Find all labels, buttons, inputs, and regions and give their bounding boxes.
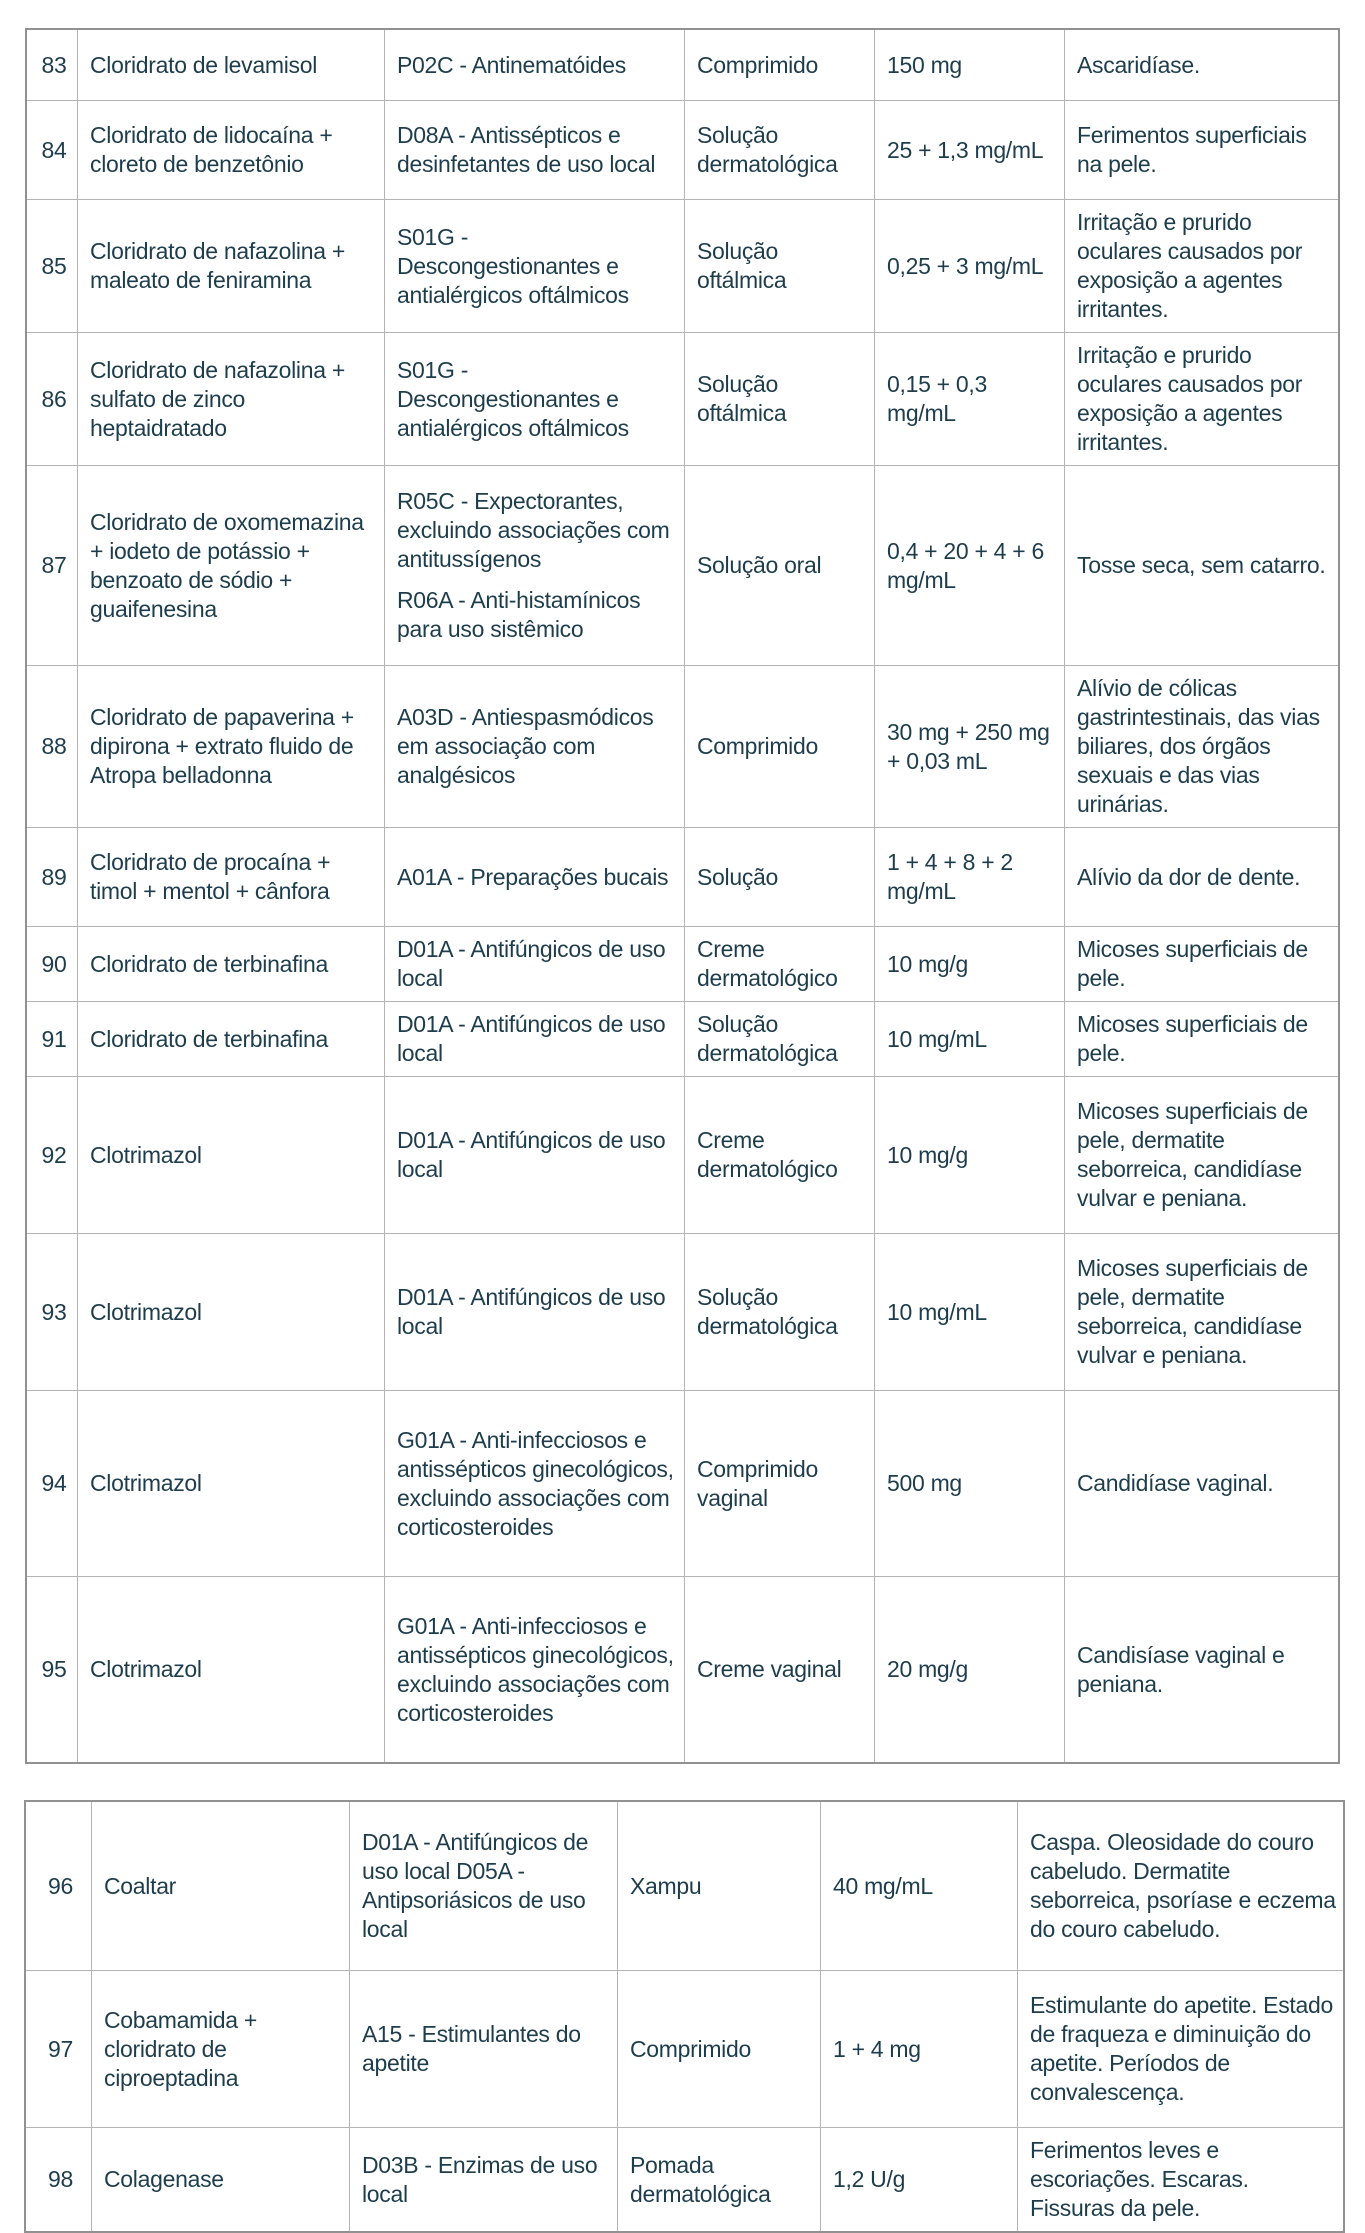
atc-code-text: D01A - Antifúngicos de uso local D05A - Antipsoriásicos de uso local xyxy=(362,1829,589,1942)
drug-name-cell-text: Colagenase xyxy=(104,2166,224,2192)
number-cell xyxy=(27,101,77,199)
dosage-cell xyxy=(874,200,1064,332)
dosage-cell xyxy=(874,666,1064,827)
atc-class-cell xyxy=(384,333,684,465)
pharmaceutical-form-cell xyxy=(617,2128,820,2231)
number-cell-text: 86 xyxy=(41,385,67,412)
atc-class-cell xyxy=(384,101,684,199)
dosage-cell xyxy=(874,30,1064,100)
indication-cell xyxy=(1064,828,1342,926)
number-cell-text: 96 xyxy=(48,1872,73,1899)
dosage-cell-text: 40 mg/mL xyxy=(833,1872,933,1899)
pharmaceutical-form-cell-text: Solução xyxy=(697,863,779,890)
indication-cell-text: Alívio da dor de dente. xyxy=(1077,863,1301,890)
pharmaceutical-form-cell-text: Solução dermatológica xyxy=(697,122,838,177)
drug-name-cell-text: Cloridrato de terbinafina xyxy=(90,1025,328,1052)
atc-code-text: A03D - Antiespasmódicos em associação com analgésicos xyxy=(397,704,654,788)
number-cell-text: 85 xyxy=(41,252,67,279)
table-row xyxy=(27,827,1338,926)
atc-code-text: G01A - Anti-infecciosos e antissépticos ginecológicos, excluindo associações com corticosteroides xyxy=(397,1612,674,1726)
pharmaceutical-form-cell-text: Solução oral xyxy=(697,552,822,578)
drug-name-cell xyxy=(77,1234,384,1390)
drug-name-cell-text: Cobamamida + cloridrato de ciproeptadina xyxy=(104,2006,258,2091)
number-cell xyxy=(27,200,77,332)
number-cell-text: 95 xyxy=(41,1656,67,1682)
drug-name-cell-text: Cloridrato de terbinafina xyxy=(90,950,328,977)
dosage-cell-text: 10 mg/g xyxy=(887,950,969,977)
pharmaceutical-form-cell xyxy=(684,30,874,100)
indication-cell xyxy=(1064,200,1342,332)
number-cell xyxy=(27,1002,77,1076)
dosage-cell xyxy=(874,333,1064,465)
atc-class-cell xyxy=(384,200,684,332)
indication-cell-text: Micoses superficiais de pele. xyxy=(1077,936,1308,991)
drug-name-cell-text: Cloridrato de papaverina + dipirona + extrato fluido de Atropa belladonna xyxy=(90,704,354,788)
drug-name-cell xyxy=(77,466,384,665)
pharmaceutical-form-cell xyxy=(684,1577,874,1762)
indication-cell xyxy=(1064,30,1342,100)
number-cell xyxy=(27,828,77,926)
pharmaceutical-form-cell-text: Creme dermatológico xyxy=(697,936,838,991)
atc-class-cell xyxy=(384,1002,684,1076)
indication-cell xyxy=(1064,666,1342,827)
dosage-cell xyxy=(874,101,1064,199)
pharmaceutical-form-cell-text: Comprimido xyxy=(697,733,818,759)
indication-cell xyxy=(1064,1577,1342,1762)
indication-cell-text: Ascaridíase. xyxy=(1077,51,1200,78)
medicines-table-83-95 xyxy=(25,28,1340,1764)
dosage-cell-text: 0,25 + 3 mg/mL xyxy=(887,252,1044,279)
atc-code-text: D01A - Antifúngicos de uso local xyxy=(397,1284,666,1339)
atc-code-text: S01G - Descongestionantes e antialérgicos oftálmicos xyxy=(397,223,629,308)
atc-code-text: R05C - Expectorantes, excluindo associações com antitussígenos xyxy=(397,488,670,572)
table-row xyxy=(26,1802,1343,1970)
indication-cell-text: Candisíase vaginal e peniana. xyxy=(1077,1641,1285,1697)
dosage-cell xyxy=(820,1971,1017,2127)
atc-class-cell xyxy=(384,927,684,1001)
indication-cell xyxy=(1017,1971,1347,2127)
atc-code-text: D01A - Antifúngicos de uso local xyxy=(397,936,666,991)
indication-cell-text: Irritação e prurido oculares causados por exposição a agentes irritantes. xyxy=(1077,342,1303,455)
atc-code-text: G01A - Anti-infecciosos e antissépticos ginecológicos, excluindo associações com corticosteroides xyxy=(397,1426,674,1540)
number-cell xyxy=(27,466,77,665)
drug-name-cell-text: Cloridrato de levamisol xyxy=(90,51,318,78)
number-cell-text: 97 xyxy=(48,2035,73,2062)
dosage-cell-text: 10 mg/g xyxy=(887,1141,969,1168)
drug-name-cell-text: Cloridrato de nafazolina + sulfato de zinco heptaidratado xyxy=(90,356,345,441)
dosage-cell xyxy=(874,1002,1064,1076)
table-row xyxy=(27,332,1338,465)
indication-cell-text: Ferimentos leves e escoriações. Escaras. Fissuras da pele. xyxy=(1030,2137,1249,2221)
indication-cell-text: Estimulante do apetite. Estado de fraqueza e diminuição do apetite. Períodos de convalescença. xyxy=(1030,1992,1333,2105)
indication-cell xyxy=(1017,2128,1347,2231)
atc-code-text: S01G - Descongestionantes e antialérgicos oftálmicos xyxy=(397,356,629,441)
drug-name-cell-text: Clotrimazol xyxy=(90,1656,202,1682)
atc-code-text: D01A - Antifúngicos de uso local xyxy=(397,1127,666,1182)
drug-name-cell xyxy=(77,333,384,465)
drug-name-cell-text: Clotrimazol xyxy=(90,1141,202,1168)
table-row xyxy=(27,100,1338,199)
number-cell xyxy=(27,1577,77,1762)
dosage-cell xyxy=(874,1234,1064,1390)
pharmaceutical-form-cell-text: Solução oftálmica xyxy=(697,371,787,426)
drug-name-cell xyxy=(91,1971,349,2127)
drug-name-cell-text: Clotrimazol xyxy=(90,1298,202,1325)
indication-cell xyxy=(1064,1234,1342,1390)
atc-code-text: D08A - Antissépticos e desinfetantes de uso local xyxy=(397,122,656,177)
pharmaceutical-form-cell xyxy=(684,466,874,665)
number-cell-text: 93 xyxy=(41,1298,67,1325)
number-cell-text: 87 xyxy=(41,552,67,578)
dosage-cell-text: 1,2 U/g xyxy=(833,2166,906,2192)
dosage-cell xyxy=(820,2128,1017,2231)
pharmaceutical-form-cell xyxy=(617,1802,820,1970)
atc-class-cell xyxy=(384,1577,684,1762)
indication-cell-text: Caspa. Oleosidade do couro cabeludo. Dermatite seborreica, psoríase e eczema do couro cabeludo. xyxy=(1030,1829,1336,1942)
atc-class-cell xyxy=(349,2128,617,2231)
table-row xyxy=(27,199,1338,332)
pharmaceutical-form-cell xyxy=(684,927,874,1001)
atc-code-text: R06A - Anti-histamínicos para uso sistêmico xyxy=(397,587,641,642)
pharmaceutical-form-cell-text: Creme dermatológico xyxy=(697,1127,838,1182)
pharmaceutical-form-cell-text: Solução dermatológica xyxy=(697,1284,838,1339)
atc-class-cell xyxy=(384,30,684,100)
number-cell xyxy=(27,1077,77,1233)
indication-cell-text: Alívio de cólicas gastrintestinais, das vias biliares, dos órgãos sexuais e das vias urinárias. xyxy=(1077,675,1320,817)
number-cell xyxy=(27,333,77,465)
indication-cell-text: Micoses superficiais de pele, dermatite seborreica, candidíase vulvar e peniana. xyxy=(1077,1098,1308,1211)
drug-name-cell xyxy=(91,1802,349,1970)
dosage-cell-text: 500 mg xyxy=(887,1470,962,1496)
pharmaceutical-form-cell-text: Creme vaginal xyxy=(697,1656,842,1682)
indication-cell-text: Ferimentos superficiais na pele. xyxy=(1077,122,1307,177)
table-row xyxy=(27,1076,1338,1233)
atc-code-text: A15 - Estimulantes do apetite xyxy=(362,2021,581,2076)
pharmaceutical-form-cell xyxy=(684,1391,874,1576)
pharmaceutical-form-cell-text: Comprimido vaginal xyxy=(697,1455,818,1511)
drug-name-cell xyxy=(77,101,384,199)
drug-name-cell xyxy=(77,666,384,827)
number-cell xyxy=(27,1391,77,1576)
pharmaceutical-form-cell xyxy=(684,200,874,332)
dosage-cell xyxy=(820,1802,1017,1970)
number-cell-text: 92 xyxy=(41,1141,67,1168)
pharmaceutical-form-cell xyxy=(684,1077,874,1233)
pharmaceutical-form-cell xyxy=(684,333,874,465)
medicines-table-96-98 xyxy=(24,1800,1345,2233)
drug-name-cell-text: Coaltar xyxy=(104,1872,177,1899)
atc-code-text: D01A - Antifúngicos de uso local xyxy=(397,1011,666,1066)
number-cell-text: 84 xyxy=(41,136,67,163)
indication-cell xyxy=(1064,466,1342,665)
atc-code-text: A01A - Preparações bucais xyxy=(397,863,669,890)
table-row xyxy=(27,1576,1338,1762)
indication-cell-text: Micoses superficiais de pele, dermatite seborreica, candidíase vulvar e peniana. xyxy=(1077,1255,1308,1368)
indication-cell-text: Tosse seca, sem catarro. xyxy=(1077,552,1326,578)
number-cell xyxy=(26,1802,91,1970)
dosage-cell xyxy=(874,1391,1064,1576)
dosage-cell xyxy=(874,828,1064,926)
atc-class-cell xyxy=(349,1971,617,2127)
number-cell-text: 89 xyxy=(41,863,67,890)
indication-cell xyxy=(1064,1002,1342,1076)
drug-name-cell xyxy=(91,2128,349,2231)
atc-class-cell xyxy=(384,1077,684,1233)
dosage-cell xyxy=(874,927,1064,1001)
drug-name-cell xyxy=(77,200,384,332)
dosage-cell-text: 0,4 + 20 + 4 + 6 mg/mL xyxy=(887,537,1044,593)
dosage-cell-text: 20 mg/g xyxy=(887,1656,969,1682)
number-cell-text: 83 xyxy=(41,51,67,78)
atc-code-text: D03B - Enzimas de uso local xyxy=(362,2151,598,2207)
indication-cell xyxy=(1017,1802,1347,1970)
indication-cell-text: Candidíase vaginal. xyxy=(1077,1470,1274,1496)
pharmaceutical-form-cell xyxy=(684,1234,874,1390)
table-row xyxy=(26,1970,1343,2127)
atc-class-cell xyxy=(349,1802,617,1970)
number-cell-text: 88 xyxy=(41,733,67,759)
atc-code-text: P02C - Antinematóides xyxy=(397,51,626,78)
table-row xyxy=(27,665,1338,827)
atc-class-cell xyxy=(384,828,684,926)
pharmaceutical-form-cell xyxy=(684,666,874,827)
table-row xyxy=(27,465,1338,665)
table-row xyxy=(27,1233,1338,1390)
table-row xyxy=(27,926,1338,1001)
indication-cell-text: Irritação e prurido oculares causados por exposição a agentes irritantes. xyxy=(1077,209,1303,322)
atc-class-cell xyxy=(384,1391,684,1576)
drug-name-cell-text: Cloridrato de procaína + timol + mentol + cânfora xyxy=(90,849,331,904)
dosage-cell-text: 30 mg + 250 mg + 0,03 mL xyxy=(887,718,1050,774)
table-row xyxy=(27,30,1338,100)
atc-class-cell xyxy=(384,666,684,827)
drug-name-cell-text: Cloridrato de oxomemazina + iodeto de potássio + benzoato de sódio + guaifenesina xyxy=(90,508,364,622)
pharmaceutical-form-cell-text: Solução dermatológica xyxy=(697,1011,838,1066)
indication-cell xyxy=(1064,927,1342,1001)
indication-cell xyxy=(1064,333,1342,465)
drug-name-cell xyxy=(77,1077,384,1233)
number-cell xyxy=(27,1234,77,1390)
drug-name-cell xyxy=(77,30,384,100)
pharmaceutical-form-cell-text: Comprimido xyxy=(630,2035,751,2062)
number-cell xyxy=(27,30,77,100)
number-cell-text: 91 xyxy=(41,1025,67,1052)
pharmaceutical-form-cell-text: Pomada dermatológica xyxy=(630,2151,771,2207)
atc-class-cell xyxy=(384,1234,684,1390)
indication-cell xyxy=(1064,1077,1342,1233)
number-cell-text: 98 xyxy=(48,2166,73,2192)
number-cell xyxy=(26,2128,91,2231)
number-cell-text: 90 xyxy=(41,950,67,977)
drug-name-cell xyxy=(77,927,384,1001)
pharmaceutical-form-cell xyxy=(617,1971,820,2127)
dosage-cell-text: 10 mg/mL xyxy=(887,1298,987,1325)
number-cell xyxy=(27,666,77,827)
drug-name-cell xyxy=(77,1577,384,1762)
number-cell xyxy=(27,927,77,1001)
indication-cell xyxy=(1064,101,1342,199)
pharmaceutical-form-cell xyxy=(684,101,874,199)
table-row xyxy=(27,1001,1338,1076)
number-cell xyxy=(26,1971,91,2127)
dosage-cell-text: 0,15 + 0,3 mg/mL xyxy=(887,371,987,426)
indication-cell xyxy=(1064,1391,1342,1576)
dosage-cell-text: 10 mg/mL xyxy=(887,1025,987,1052)
drug-name-cell-text: Cloridrato de nafazolina + maleato de feniramina xyxy=(90,238,345,293)
pharmaceutical-form-cell-text: Xampu xyxy=(630,1872,702,1899)
number-cell-text: 94 xyxy=(41,1470,67,1496)
pharmaceutical-form-cell-text: Solução oftálmica xyxy=(697,238,787,293)
atc-class-cell xyxy=(384,466,684,665)
dosage-cell-text: 150 mg xyxy=(887,51,962,78)
table-row xyxy=(26,2127,1343,2231)
pharmaceutical-form-cell xyxy=(684,1002,874,1076)
table-row xyxy=(27,1390,1338,1576)
drug-name-cell-text: Clotrimazol xyxy=(90,1470,202,1496)
pharmaceutical-form-cell xyxy=(684,828,874,926)
pharmaceutical-form-cell-text: Comprimido xyxy=(697,51,818,78)
indication-cell-text: Micoses superficiais de pele. xyxy=(1077,1011,1308,1066)
drug-name-cell-text: Cloridrato de lidocaína + cloreto de benzetônio xyxy=(90,122,333,177)
dosage-cell-text: 25 + 1,3 mg/mL xyxy=(887,136,1044,163)
drug-name-cell xyxy=(77,828,384,926)
drug-name-cell xyxy=(77,1391,384,1576)
dosage-cell-text: 1 + 4 mg xyxy=(833,2035,921,2062)
dosage-cell xyxy=(874,1577,1064,1762)
dosage-cell xyxy=(874,1077,1064,1233)
drug-name-cell xyxy=(77,1002,384,1076)
dosage-cell xyxy=(874,466,1064,665)
dosage-cell-text: 1 + 4 + 8 + 2 mg/mL xyxy=(887,849,1013,904)
